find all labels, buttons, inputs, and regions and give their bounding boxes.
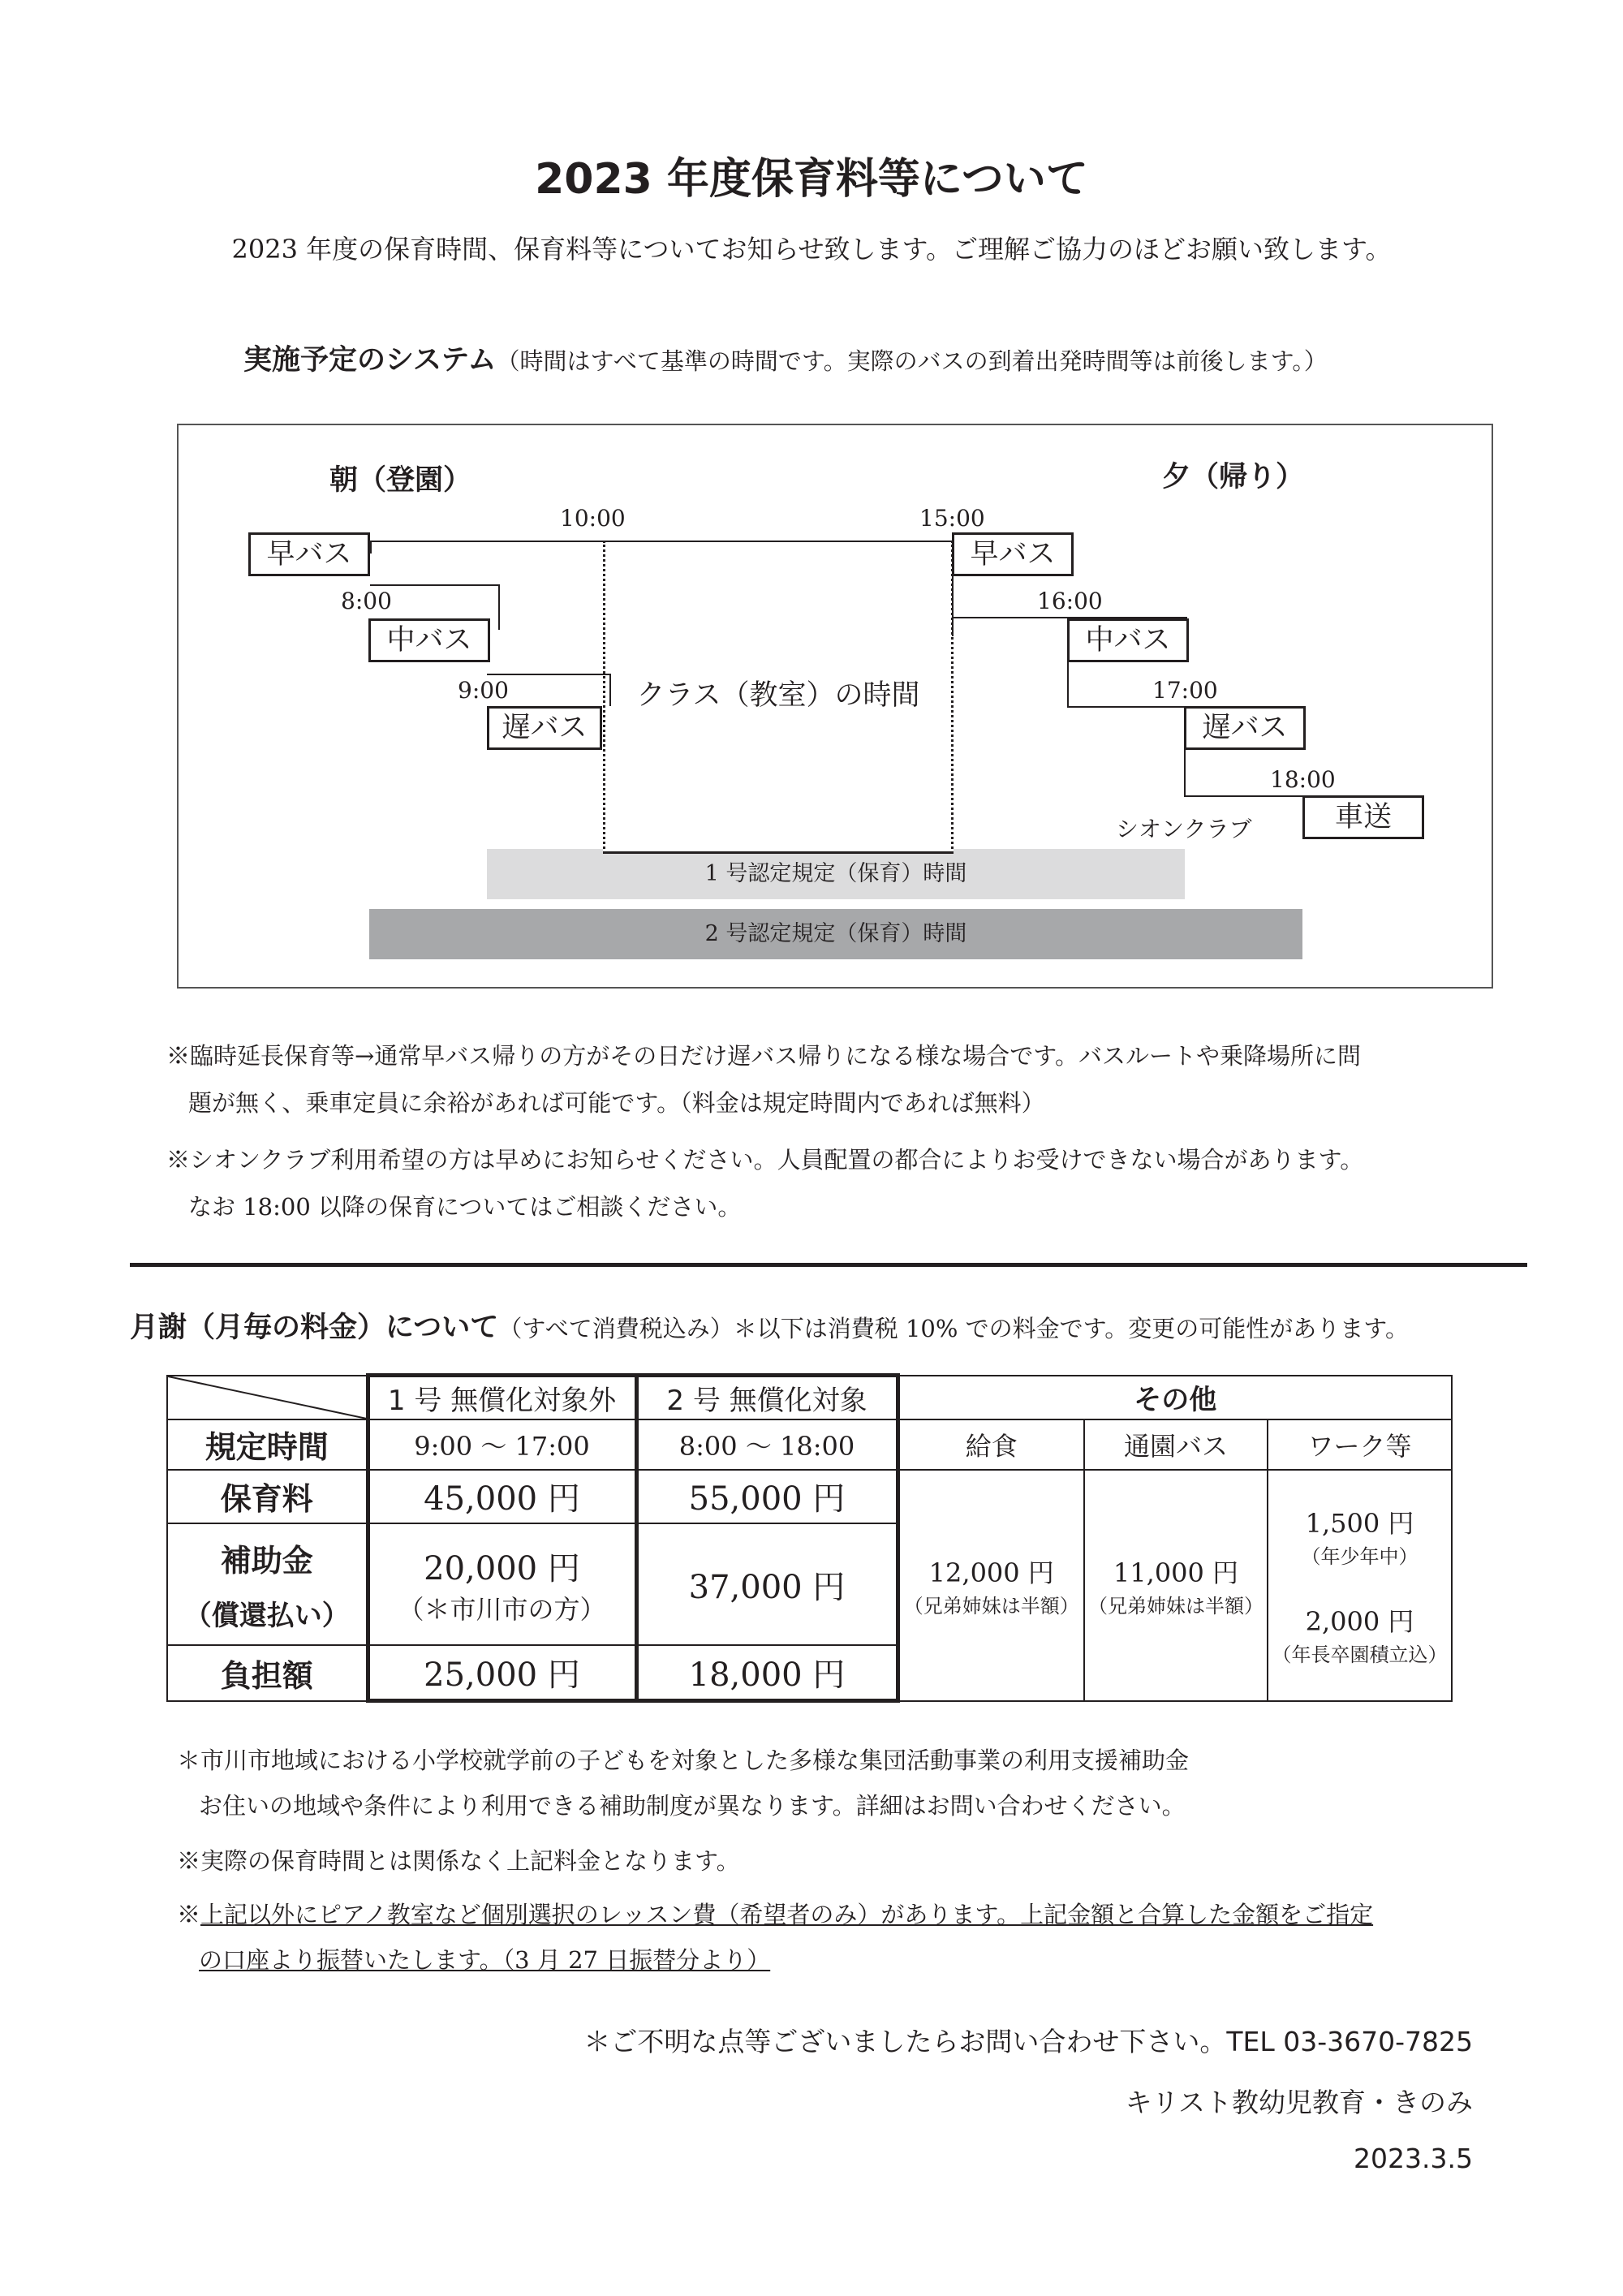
subsidy-type1-cell	[368, 1523, 636, 1645]
line	[609, 674, 611, 706]
work-amount-2: 2,000 円	[1305, 1606, 1414, 1638]
note-line: なお 18:00 以降の保育についてはご相談ください。	[188, 1193, 742, 1221]
time-label: 18:00	[1270, 766, 1336, 793]
zion-club-label: シオンクラブ	[1116, 816, 1252, 842]
note-line: の口座より振替いたします。（3 月 27 日振替分より）	[199, 1946, 771, 1974]
lunch-cell	[898, 1470, 1084, 1701]
time-label: 16:00	[1037, 588, 1103, 614]
document-date: 2023.3.5	[1354, 2143, 1473, 2174]
col-header-type2: 2 号 無償化対象	[636, 1376, 898, 1419]
line	[370, 584, 500, 586]
row-label-hours: 規定時間	[167, 1419, 368, 1470]
row-label-burden: 負担額	[167, 1645, 368, 1700]
time-label: 8:00	[341, 588, 392, 614]
organization-name: キリスト教幼児教育・きのみ	[1125, 2087, 1473, 2118]
note-line: 題が無く、乗車定員に余裕があれば可能です。（料金は規定時間内であれば無料）	[188, 1089, 1045, 1117]
col-header-work: ワーク等	[1268, 1419, 1452, 1470]
hours-type1: 9:00 〜 17:00	[368, 1419, 636, 1470]
diagonal-line	[168, 1376, 367, 1419]
table-corner-cell	[167, 1376, 368, 1419]
section-divider	[130, 1263, 1527, 1267]
fee-type1: 45,000 円	[368, 1470, 636, 1523]
work-note-2: （年長卒園積立込）	[1272, 1643, 1448, 1667]
fee-type2: 55,000 円	[636, 1470, 898, 1523]
note-line: ＊市川市地域における小学校就学前の子どもを対象とした多様な集団活動事業の利用支援補助金	[177, 1747, 1190, 1774]
work-note-1: （年少年中）	[1301, 1545, 1419, 1569]
late-bus-morning: 遅バス	[487, 706, 602, 750]
col-header-type1: 1 号 無償化対象外	[368, 1376, 636, 1419]
line	[952, 571, 954, 636]
contact-line: ＊ご不明な点等ございましたらお問い合わせ下さい。TEL 03-3670-7825	[583, 2026, 1473, 2057]
late-bus-evening: 遅バス	[1184, 706, 1306, 750]
note-line: ※シオンクラブ利用希望の方は早めにお知らせください。人員配置の都合によりお受けできない場合があります。	[166, 1146, 1364, 1174]
evening-label: 夕（帰り）	[1162, 461, 1305, 493]
subsidy-type2: 37,000 円	[636, 1523, 898, 1645]
note-line: お住いの地域や条件により利用できる補助制度が異なります。詳細はお問い合わせください。	[199, 1792, 1186, 1820]
line	[370, 541, 605, 542]
fee-heading-title: 月謝（月毎の料金）について	[130, 1312, 499, 1344]
lunch-note: （兄弟姉妹は半額）	[903, 1594, 1079, 1618]
fee-heading-note: （すべて消費税込み）＊以下は消費税 10% での料金です。変更の可能性があります。	[498, 1315, 1409, 1342]
fee-table	[166, 1373, 1453, 1703]
bus-amount: 11,000 円	[1113, 1557, 1239, 1588]
col-header-lunch: 給食	[898, 1419, 1084, 1470]
time-label: 9:00	[458, 677, 509, 704]
underlined-note: 上記以外にピアノ教室など個別選択のレッスン費（希望者のみ）があります。上記金額と合算した金額をご指定	[200, 1901, 1374, 1928]
note-line: ※実際の保育時間とは関係なく上記料金となります。	[177, 1847, 740, 1875]
page-title: 2023 年度保育料等について	[535, 155, 1088, 204]
early-bus-morning: 早バス	[248, 532, 370, 576]
row-label-subsidy: 補助金	[220, 1542, 313, 1579]
line	[487, 674, 611, 675]
time-label: 15:00	[919, 505, 985, 532]
note-mark: ※	[177, 1901, 201, 1928]
note-line: ※臨時延長保育等→通常早バス帰りの方がその日だけ遅バス帰りになる様な場合です。バスルートや乗降場所に問	[166, 1042, 1361, 1070]
fee-heading	[130, 1305, 1409, 1346]
system-heading	[243, 338, 1328, 378]
system-heading-note: （時間はすべて基準の時間です。実際のバスの到着出発時間等は前後します。）	[496, 347, 1328, 375]
burden-type1: 25,000 円	[368, 1645, 636, 1700]
early-bus-evening: 早バス	[952, 532, 1074, 576]
line	[370, 541, 372, 554]
line	[1067, 661, 1069, 706]
time-label: 10:00	[560, 505, 626, 532]
line	[1184, 750, 1186, 795]
row-label-subsidy-sub: （償還払い）	[183, 1600, 350, 1633]
row-label-fee: 保育料	[167, 1470, 368, 1523]
time-label: 17:00	[1152, 677, 1218, 704]
bus-cell	[1084, 1470, 1268, 1701]
intro-text: 2023 年度の保育時間、保育料等についてお知らせ致します。ご理解ご協力のほどお願い致します。	[231, 234, 1392, 265]
col-header-other: その他	[898, 1376, 1452, 1419]
lunch-amount: 12,000 円	[928, 1557, 1054, 1588]
morning-label: 朝（登園）	[329, 464, 472, 497]
bus-note: （兄弟姉妹は半額）	[1088, 1594, 1264, 1618]
note-line	[177, 1891, 1373, 1938]
work-cell	[1268, 1470, 1452, 1701]
line	[498, 584, 500, 630]
class-time-label: クラス（教室）の時間	[636, 679, 920, 712]
band-type2: 2 号認定規定（保育）時間	[369, 909, 1302, 959]
schedule-diagram	[177, 424, 1493, 989]
subsidy-type1: 20,000 円	[424, 1549, 580, 1587]
middle-bus-evening: 中バス	[1067, 618, 1189, 662]
work-amount-1: 1,500 円	[1305, 1508, 1414, 1540]
hours-type2: 8:00 〜 18:00	[636, 1419, 898, 1470]
burden-type2: 18,000 円	[636, 1645, 898, 1700]
col-header-bus: 通園バス	[1084, 1419, 1268, 1470]
row-label-subsidy-cell	[167, 1523, 368, 1645]
car-transfer: 車送	[1302, 795, 1424, 839]
middle-bus-morning: 中バス	[368, 618, 490, 662]
system-heading-title: 実施予定のシステム	[243, 344, 497, 377]
band-type1: 1 号認定規定（保育）時間	[487, 849, 1185, 899]
subsidy-type1-note: （＊市川市の方）	[398, 1593, 606, 1625]
